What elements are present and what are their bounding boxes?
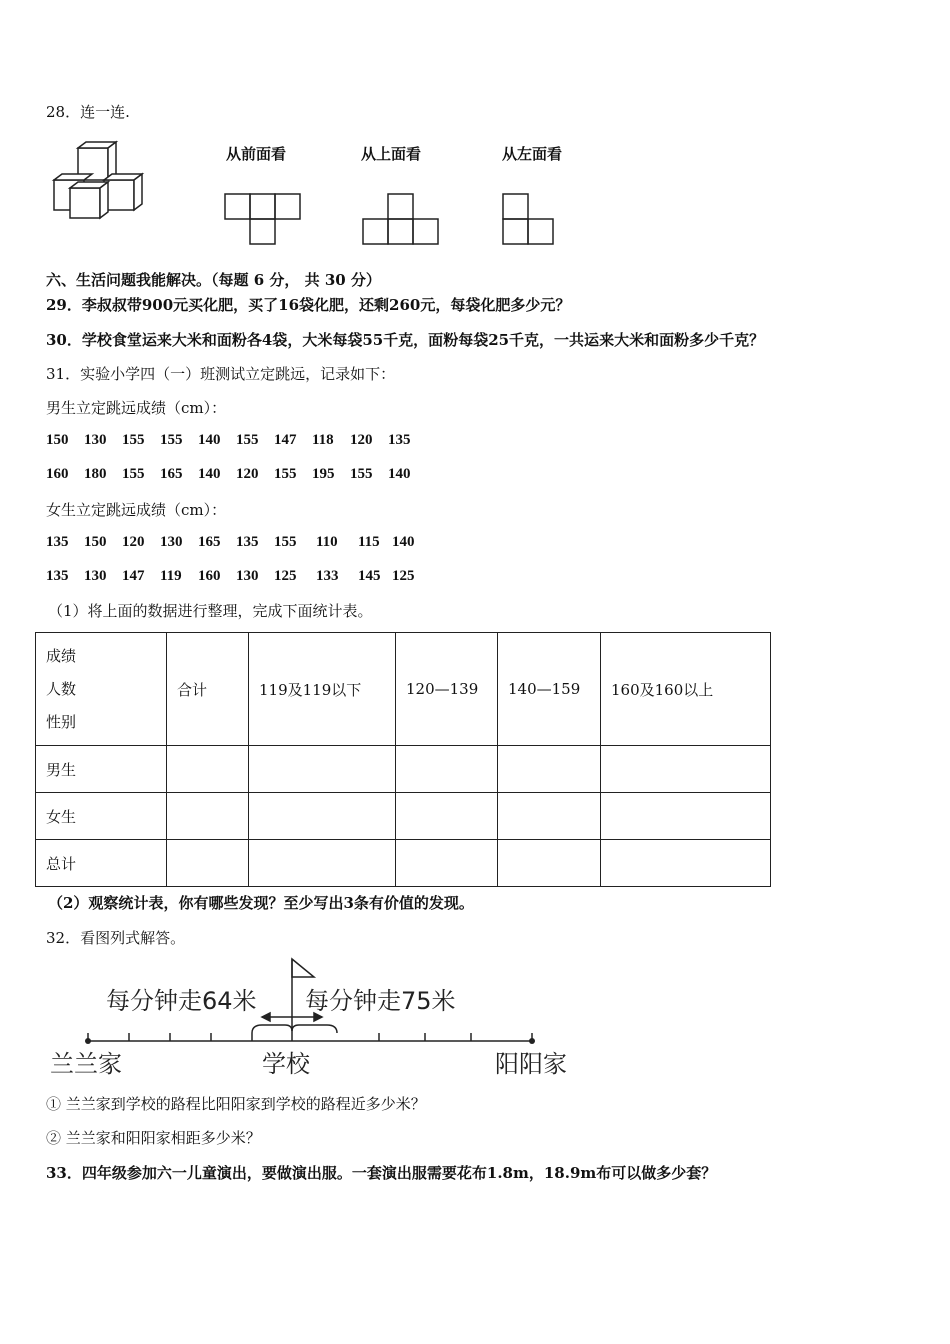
boys-row-2 — [46, 466, 426, 483]
boys-row-1 — [46, 432, 426, 449]
view-label-front: 从前面看 — [226, 145, 287, 163]
score: 125 — [274, 568, 297, 584]
score: 160 — [46, 466, 69, 482]
q29-text: 29．李叔叔带900元买化肥，买了16袋化肥，还剩260元，每袋化肥多少元？ — [46, 296, 571, 314]
score: 155 — [122, 466, 145, 482]
table-row — [36, 746, 771, 793]
column-header: 160及160以上 — [601, 633, 771, 746]
score: 155 — [350, 466, 373, 482]
q28-title: 28．连一连. — [46, 103, 130, 121]
score: 120 — [350, 432, 373, 448]
score: 130 — [84, 432, 107, 448]
view-shape-3 — [502, 193, 562, 248]
q33-text: 33．四年级参加六一儿童演出，要做演出服。一套演出服需要花布1.8m，18.9m布可以做多少套？ — [46, 1164, 717, 1182]
q32-sub2: ② 兰兰家和阳阳家相距多少米？ — [46, 1129, 261, 1147]
score: 135 — [46, 568, 69, 584]
score: 135 — [236, 534, 259, 550]
score: 115 — [358, 534, 380, 550]
table-header-row — [36, 633, 771, 746]
column-header: 120—139 — [396, 633, 498, 746]
score: 155 — [160, 432, 183, 448]
stats-table — [35, 632, 771, 887]
cube-solid-figure — [50, 140, 160, 220]
q31-part2: （2）观察统计表，你有哪些发现？至少写出3条有价值的发现。 — [48, 894, 474, 912]
score: 155 — [274, 466, 297, 482]
route-diagram — [40, 955, 600, 1085]
score: 140 — [388, 466, 411, 482]
score: 110 — [316, 534, 338, 550]
corner-label: 成绩 — [46, 646, 77, 665]
score: 120 — [122, 534, 145, 550]
score: 125 — [392, 568, 415, 584]
answer-cell[interactable] — [601, 840, 771, 887]
score: 130 — [84, 568, 107, 584]
view-label-top: 从上面看 — [361, 145, 422, 163]
score: 155 — [122, 432, 145, 448]
answer-cell[interactable] — [167, 746, 249, 793]
right-speed-label: 每分钟走75米 — [305, 987, 456, 1015]
q32-title: 32．看图列式解答。 — [46, 929, 186, 947]
score: 150 — [84, 534, 107, 550]
row-header: 男生 — [36, 746, 167, 793]
score: 155 — [236, 432, 259, 448]
answer-cell[interactable] — [167, 793, 249, 840]
answer-cell[interactable] — [601, 746, 771, 793]
q31-part1: （1）将上面的数据进行整理，完成下面统计表。 — [48, 602, 373, 620]
score: 165 — [160, 466, 183, 482]
score: 160 — [198, 568, 221, 584]
view-label-left: 从左面看 — [502, 145, 563, 163]
boys-label: 男生立定跳远成绩（cm）： — [46, 399, 227, 417]
score: 147 — [122, 568, 145, 584]
q30-text: 30．学校食堂运来大米和面粉各4袋，大米每袋55千克，面粉每袋25千克，一共运来大米和面粉多少千克？ — [46, 331, 765, 349]
score: 140 — [198, 432, 221, 448]
answer-cell[interactable] — [396, 840, 498, 887]
score: 130 — [160, 534, 183, 550]
score: 118 — [312, 432, 334, 448]
right-place-label: 阳阳家 — [495, 1050, 567, 1078]
left-speed-label: 每分钟走64米 — [106, 987, 257, 1015]
score: 145 — [358, 568, 381, 584]
score: 130 — [236, 568, 259, 584]
column-header: 合计 — [167, 633, 249, 746]
answer-cell[interactable] — [396, 746, 498, 793]
answer-cell[interactable] — [498, 793, 601, 840]
score: 135 — [46, 534, 69, 550]
score: 150 — [46, 432, 69, 448]
column-header: 119及119以下 — [249, 633, 396, 746]
answer-cell[interactable] — [498, 746, 601, 793]
column-header: 140—159 — [498, 633, 601, 746]
q32-sub1: ① 兰兰家到学校的路程比阳阳家到学校的路程近多少米？ — [46, 1095, 426, 1113]
answer-cell[interactable] — [249, 793, 396, 840]
row-header: 女生 — [36, 793, 167, 840]
score: 180 — [84, 466, 107, 482]
score: 140 — [392, 534, 415, 550]
table-row — [36, 793, 771, 840]
score: 120 — [236, 466, 259, 482]
score: 140 — [198, 466, 221, 482]
corner-label: 人数 — [46, 679, 77, 698]
score: 195 — [312, 466, 335, 482]
answer-cell[interactable] — [498, 840, 601, 887]
start-point — [85, 1038, 91, 1044]
section-heading: 六、生活问题我能解决。（每题 6 分， 共 30 分） — [46, 271, 381, 289]
girls-label: 女生立定跳远成绩（cm）： — [46, 501, 227, 519]
score: 155 — [274, 534, 297, 550]
corner-header — [36, 633, 167, 746]
q31-title: 31．实验小学四（一）班测试立定跳远，记录如下： — [46, 365, 396, 383]
table-row — [36, 840, 771, 887]
view-shape-2 — [362, 193, 442, 248]
answer-cell[interactable] — [601, 793, 771, 840]
score: 135 — [388, 432, 411, 448]
score: 165 — [198, 534, 221, 550]
answer-cell[interactable] — [249, 746, 396, 793]
end-point — [529, 1038, 535, 1044]
view-shape-1 — [224, 193, 304, 248]
score: 133 — [316, 568, 339, 584]
girls-row-2 — [46, 568, 430, 585]
corner-label: 性别 — [46, 712, 77, 731]
answer-cell[interactable] — [167, 840, 249, 887]
score: 119 — [160, 568, 182, 584]
girls-row-1 — [46, 534, 430, 551]
score: 147 — [274, 432, 297, 448]
answer-cell[interactable] — [396, 793, 498, 840]
center-place-label: 学校 — [262, 1050, 310, 1078]
left-place-label: 兰兰家 — [50, 1050, 122, 1078]
answer-cell[interactable] — [249, 840, 396, 887]
row-header: 总计 — [36, 840, 167, 887]
